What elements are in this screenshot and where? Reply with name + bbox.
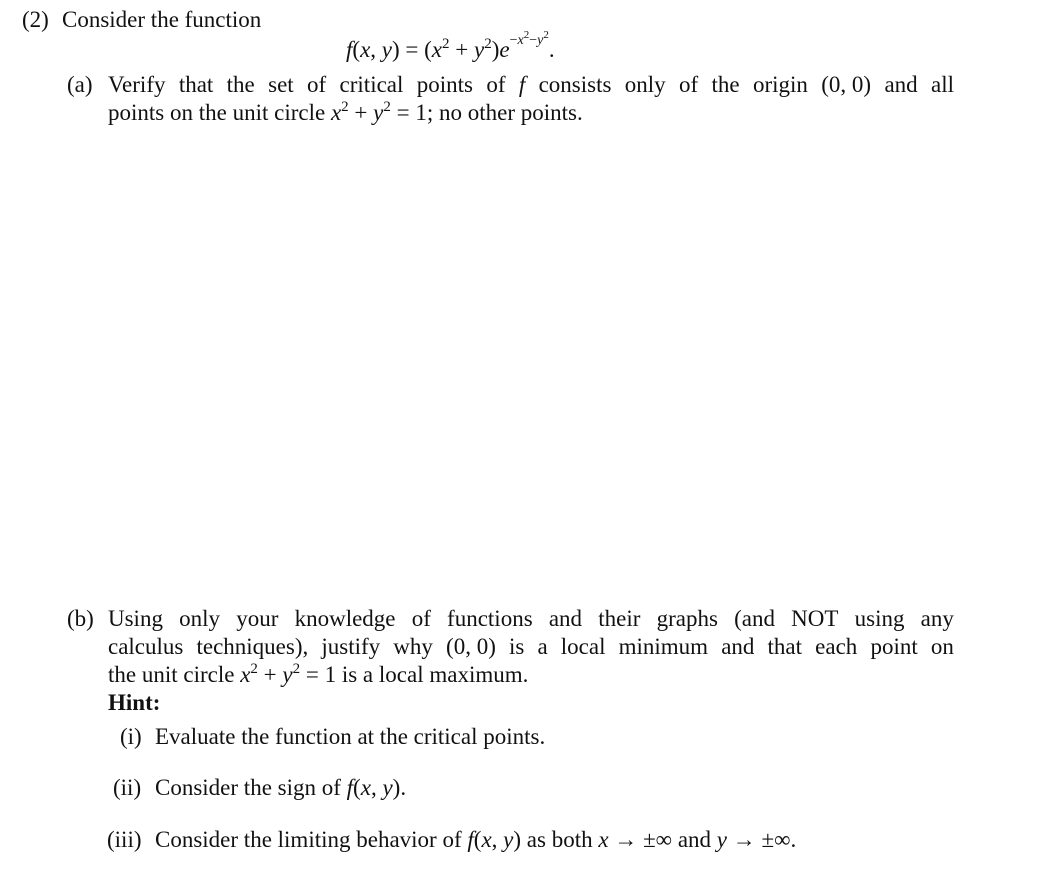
part-b-label: (b) [67, 606, 94, 631]
formula-f: f [346, 37, 353, 62]
part-b-line-3: the unit circle $x^2 + y^2 = 1$ is a local maximum. [108, 661, 529, 687]
part-b-line-2: calculus techniques), justify why (0, 0) is a local minimum and that each point on [108, 634, 954, 659]
hint-i-text: Evaluate the function at the critical points. [155, 724, 546, 749]
hint-ii-text: Consider the sign of f(x, y). [155, 775, 407, 800]
problem-intro: Consider the function [62, 7, 262, 32]
part-a-line-1: Verify that the set of critical points of f consists only of the origin (0, 0) and all [108, 72, 954, 97]
function-formula: f(x, $y) = (x^2 + y^2)e^{-x^2-y^2}$. [346, 29, 555, 62]
hint-ii-label: (ii) [113, 775, 142, 800]
part-b-line-1: Using only your knowledge of functions and their graphs (and NOT using any [108, 606, 954, 631]
hint-iii-label: (iii) [107, 827, 142, 852]
hint-heading: Hint: [108, 690, 161, 715]
problem-number: (2) [22, 7, 49, 32]
part-a-label: (a) [67, 72, 93, 97]
hint-i-label: (i) [120, 724, 142, 749]
hint-iii-text: Consider the limiting behavior of f(x, y) as both x → ±∞ and y → ±∞. [155, 827, 797, 852]
part-a-line-2: points on the unit circle $x^2 + y^2 = 1$; no other points. [108, 99, 583, 125]
